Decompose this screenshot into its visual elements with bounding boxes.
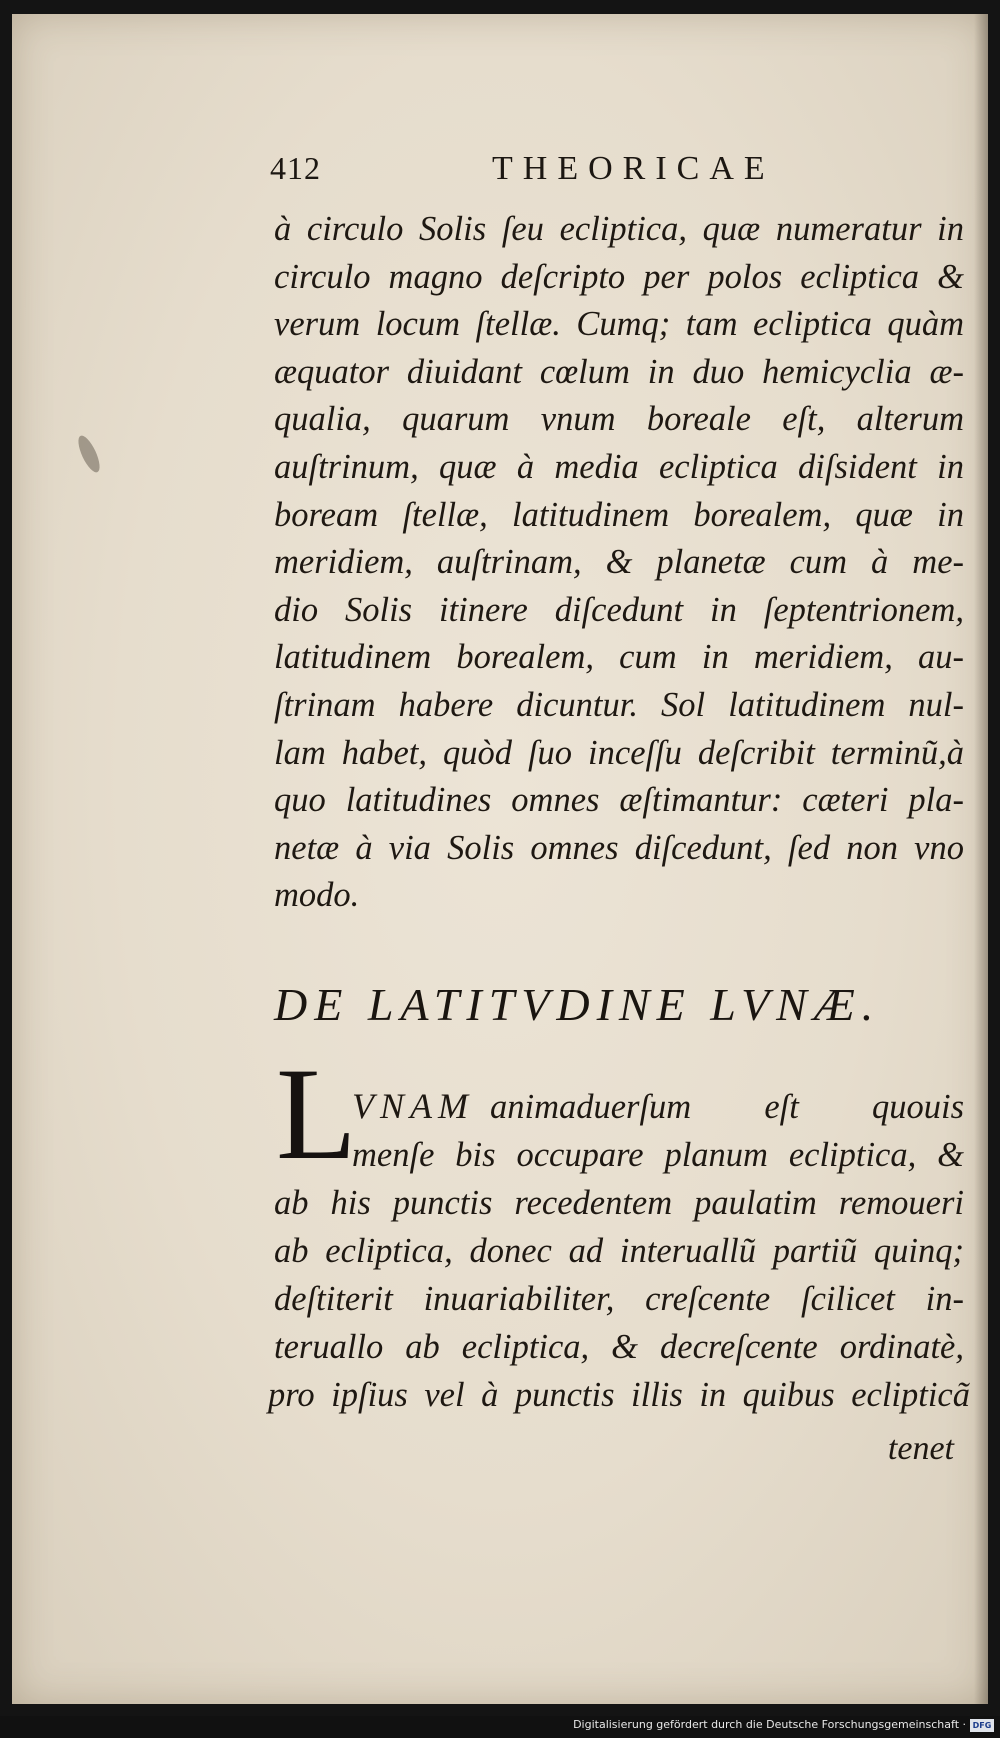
text-line: meridiem, auſtrinam, & planetæ cum à me- (274, 543, 964, 582)
text-line: deſtiterit inuariabiliter, creſcente ſcilicet in- (274, 1280, 964, 1318)
text-line: boream ſtellæ, latitudinem borealem, quæ in (274, 495, 964, 534)
text-line: latitudinem borealem, cum in meridiem, au- (274, 638, 964, 677)
running-head (270, 150, 970, 200)
footer-credit: Digitalisierung gefördert durch die Deutsche Forschungsgemeinschaft · (573, 1718, 966, 1731)
text-line: verum locum ſtellæ. Cumq; tam ecliptica quàm (274, 305, 964, 344)
catchword: tenet (887, 1430, 954, 1467)
page-number: 412 (270, 150, 321, 186)
drop-cap: L (276, 1040, 357, 1187)
text-line: lam habet, quòd ſuo inceſſu deſcribit terminũ,à (274, 733, 964, 772)
text-line: ſtrinam habere dicuntur. Sol latitudinem nul- (274, 685, 964, 724)
text-line: dio Solis itinere diſcedunt in ſeptentrionem, (274, 590, 964, 629)
text-line: pro ipſius vel à punctis illis in quibus eclipticã (268, 1376, 970, 1414)
first-line-text: animaduerſum eſt quouis (489, 1088, 964, 1126)
running-title: THEORICAE (492, 150, 775, 187)
text-line: modo. (274, 876, 360, 915)
body-paragraph (274, 206, 964, 920)
page-stain (74, 433, 104, 475)
lead-word: VNAM (352, 1086, 474, 1126)
text-line: à circulo Solis ſeu ecliptica, quæ numeratur in (274, 210, 964, 248)
text-line: qualia, quarum vnum boreale eſt, alterum (274, 400, 964, 439)
text-line: quo latitudines omnes æſtimantur: cæteri pla- (274, 781, 964, 820)
section-heading: DE LATITVDINE LVNÆ. (274, 979, 881, 1030)
text-line: netæ à via Solis omnes diſcedunt, ſed non vno (274, 828, 964, 867)
section-paragraph (268, 1082, 970, 1419)
text-line-first (352, 1082, 964, 1131)
text-line: menſe bis occupare planum ecliptica, & (352, 1136, 964, 1174)
text-line: teruallo ab ecliptica, & decreſcente ordinatè, (274, 1328, 964, 1366)
text-line: ab ecliptica, donec ad interuallũ partiũ quinq; (274, 1232, 964, 1270)
text-line: auſtrinum, quæ à media ecliptica diſsident in (274, 447, 964, 486)
text-line: circulo magno deſcripto per polos ecliptica & (274, 257, 964, 296)
dfg-logo: DFG (970, 1719, 994, 1732)
text-line: æquator diuidant cœlum in duo hemicyclia æ- (274, 352, 964, 391)
text-line: ab his punctis recedentem paulatim remoueri (274, 1184, 964, 1222)
